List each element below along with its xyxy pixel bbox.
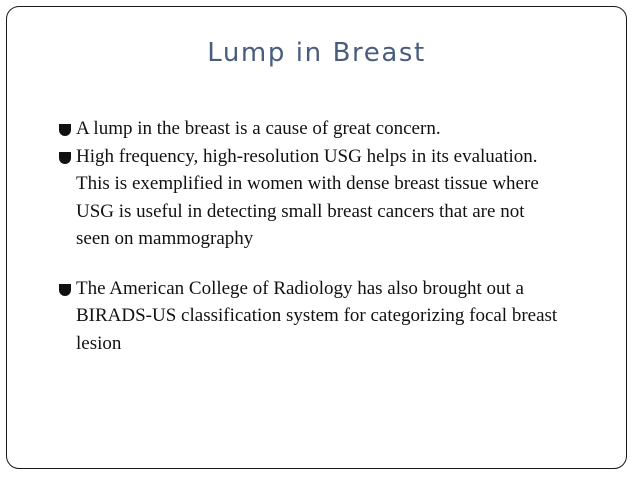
bullet-text-line: This is exemplified in women with dense breast tissue where bbox=[76, 173, 539, 194]
bullet-item bbox=[76, 143, 616, 253]
bullet-text-line: USG is useful in detecting small breast cancers that are not bbox=[76, 200, 525, 222]
bullet-text-line: High frequency, high-resolution USG helps in its evaluation. bbox=[76, 145, 538, 167]
bullet-text-line: seen on mammography bbox=[76, 228, 254, 249]
bullet-item bbox=[76, 275, 616, 358]
slide-frame bbox=[6, 6, 627, 469]
bullet-marker-icon bbox=[59, 124, 71, 136]
bullet-text-line: BIRADS-US classification system for categorizing focal breast bbox=[76, 305, 558, 326]
bullet-item bbox=[76, 115, 616, 143]
bullet-marker-icon bbox=[59, 284, 71, 296]
bullet-list bbox=[76, 115, 616, 357]
bullet-text-line: lesion bbox=[76, 332, 122, 354]
bullet-text-line: A lump in the breast is a cause of great concern. bbox=[76, 118, 441, 139]
bullet-marker-icon bbox=[59, 152, 71, 164]
bullet-text-line: The American College of Radiology has also brought out a bbox=[76, 277, 524, 299]
slide-title: Lump in Breast bbox=[207, 38, 426, 68]
